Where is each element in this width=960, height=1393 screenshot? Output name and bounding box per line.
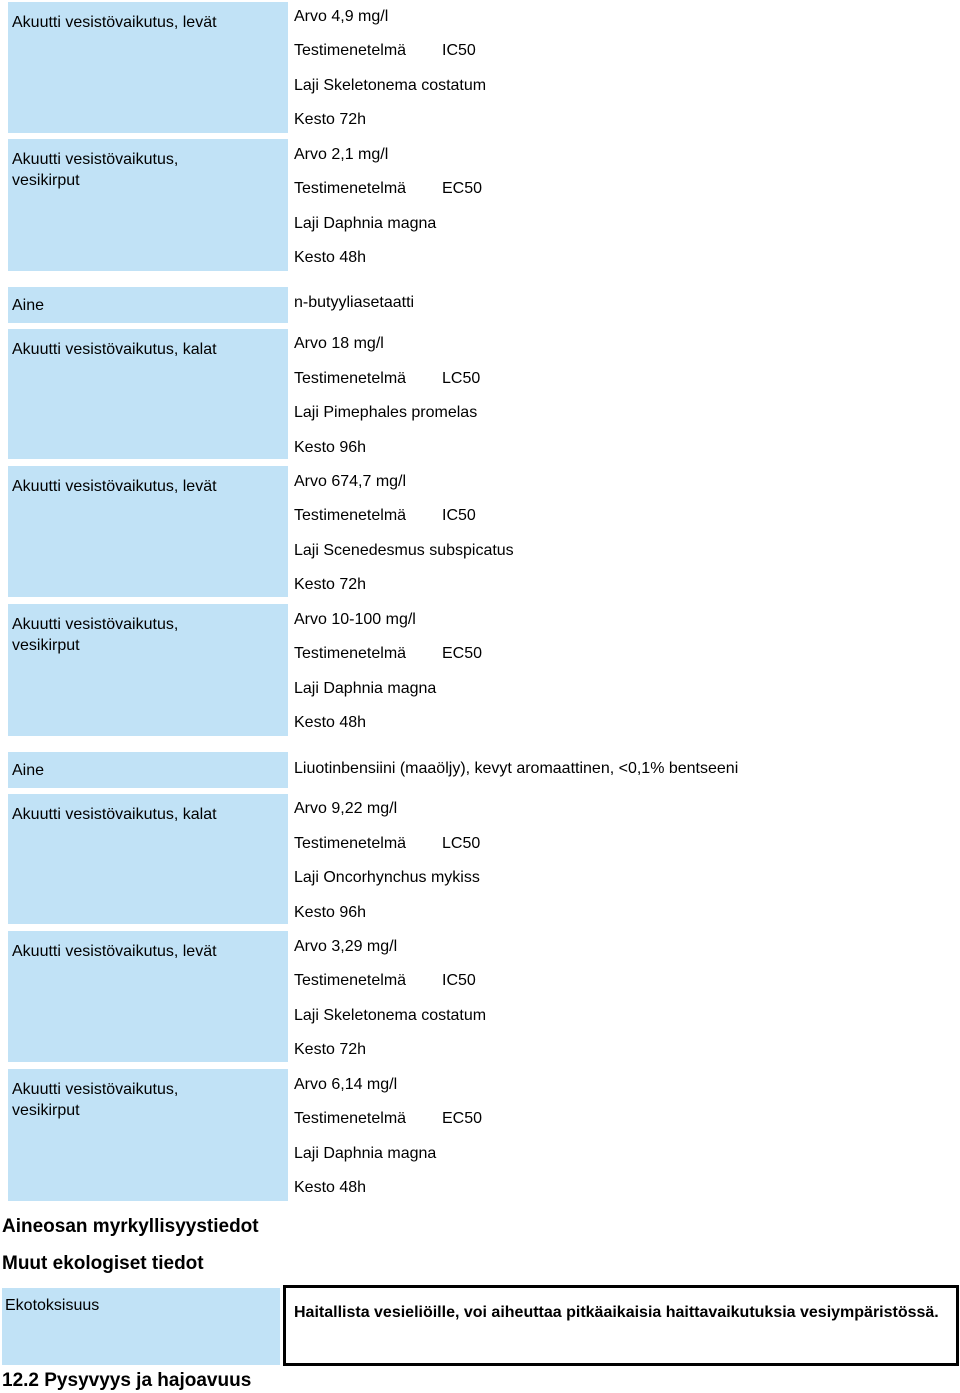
value-kesto: Kesto 96h <box>294 439 367 456</box>
value-laji: Laji Skeletonema costatum <box>294 1007 487 1024</box>
value-kesto: Kesto 48h <box>294 249 367 266</box>
value-arvo: Arvo 9,22 mg/l <box>294 800 398 817</box>
value-testimenetelma: Testimenetelmä IC50 <box>294 972 476 989</box>
row-label-daphnia: Akuutti vesistövaikutus, vesikirput <box>8 604 288 736</box>
value-arvo: Arvo 674,7 mg/l <box>294 473 407 490</box>
heading-muut-ekologiset-tiedot: Muut ekologiset tiedot <box>2 1253 204 1274</box>
value-kesto: Kesto 72h <box>294 1041 367 1058</box>
value-testimenetelma: Testimenetelmä IC50 <box>294 507 476 524</box>
value-arvo: Arvo 2,1 mg/l <box>294 146 389 163</box>
row-label-algae: Akuutti vesistövaikutus, levät <box>8 931 288 1062</box>
section-title: 12.2 Pysyvyys ja hajoavuus <box>2 1370 252 1391</box>
value-testimenetelma: Testimenetelmä EC50 <box>294 180 483 197</box>
value-kesto: Kesto 72h <box>294 111 367 128</box>
ekotoksisuus-label: Ekotoksisuus <box>2 1288 280 1365</box>
value-laji: Laji Daphnia magna <box>294 1145 437 1162</box>
row-label-algae: Akuutti vesistövaikutus, levät <box>8 2 288 133</box>
value-arvo: Arvo 4,9 mg/l <box>294 8 389 25</box>
value-arvo: Arvo 3,29 mg/l <box>294 938 398 955</box>
row-label-fish: Akuutti vesistövaikutus, kalat <box>8 329 288 459</box>
heading-aineosan-myrkyllisyystiedot: Aineosan myrkyllisyystiedot <box>2 1216 259 1237</box>
row-label-daphnia: Akuutti vesistövaikutus, vesikirput <box>8 1069 288 1201</box>
value-kesto: Kesto 72h <box>294 576 367 593</box>
value-arvo: Arvo 6,14 mg/l <box>294 1076 398 1093</box>
value-kesto: Kesto 48h <box>294 714 367 731</box>
aine-value: Liuotinbensiini (maaöljy), kevyt aromaattinen, <0,1% bentseeni <box>294 760 739 777</box>
value-arvo: Arvo 10-100 mg/l <box>294 611 416 628</box>
value-testimenetelma: Testimenetelmä IC50 <box>294 42 476 59</box>
value-laji: Laji Daphnia magna <box>294 680 437 697</box>
value-testimenetelma: Testimenetelmä EC50 <box>294 645 483 662</box>
aine-label: Aine <box>8 287 288 323</box>
value-arvo: Arvo 18 mg/l <box>294 335 384 352</box>
value-laji: Laji Oncorhynchus mykiss <box>294 869 480 886</box>
value-laji: Laji Scenedesmus subspicatus <box>294 542 514 559</box>
value-laji: Laji Pimephales promelas <box>294 404 478 421</box>
value-kesto: Kesto 48h <box>294 1179 367 1196</box>
value-laji: Laji Skeletonema costatum <box>294 77 487 94</box>
row-label-algae: Akuutti vesistövaikutus, levät <box>8 466 288 597</box>
ekotoksisuus-value: Haitallista vesieliöille, voi aiheuttaa pitkäaikaisia haittavaikutuksia vesiympäristössä. <box>283 1285 959 1366</box>
value-laji: Laji Daphnia magna <box>294 215 437 232</box>
row-label-fish: Akuutti vesistövaikutus, kalat <box>8 794 288 924</box>
value-testimenetelma: Testimenetelmä LC50 <box>294 370 481 387</box>
value-testimenetelma: Testimenetelmä LC50 <box>294 835 481 852</box>
aine-value: n-butyyliasetaatti <box>294 294 415 311</box>
value-kesto: Kesto 96h <box>294 904 367 921</box>
row-label-daphnia: Akuutti vesistövaikutus, vesikirput <box>8 139 288 271</box>
aine-label: Aine <box>8 752 288 788</box>
value-testimenetelma: Testimenetelmä EC50 <box>294 1110 483 1127</box>
